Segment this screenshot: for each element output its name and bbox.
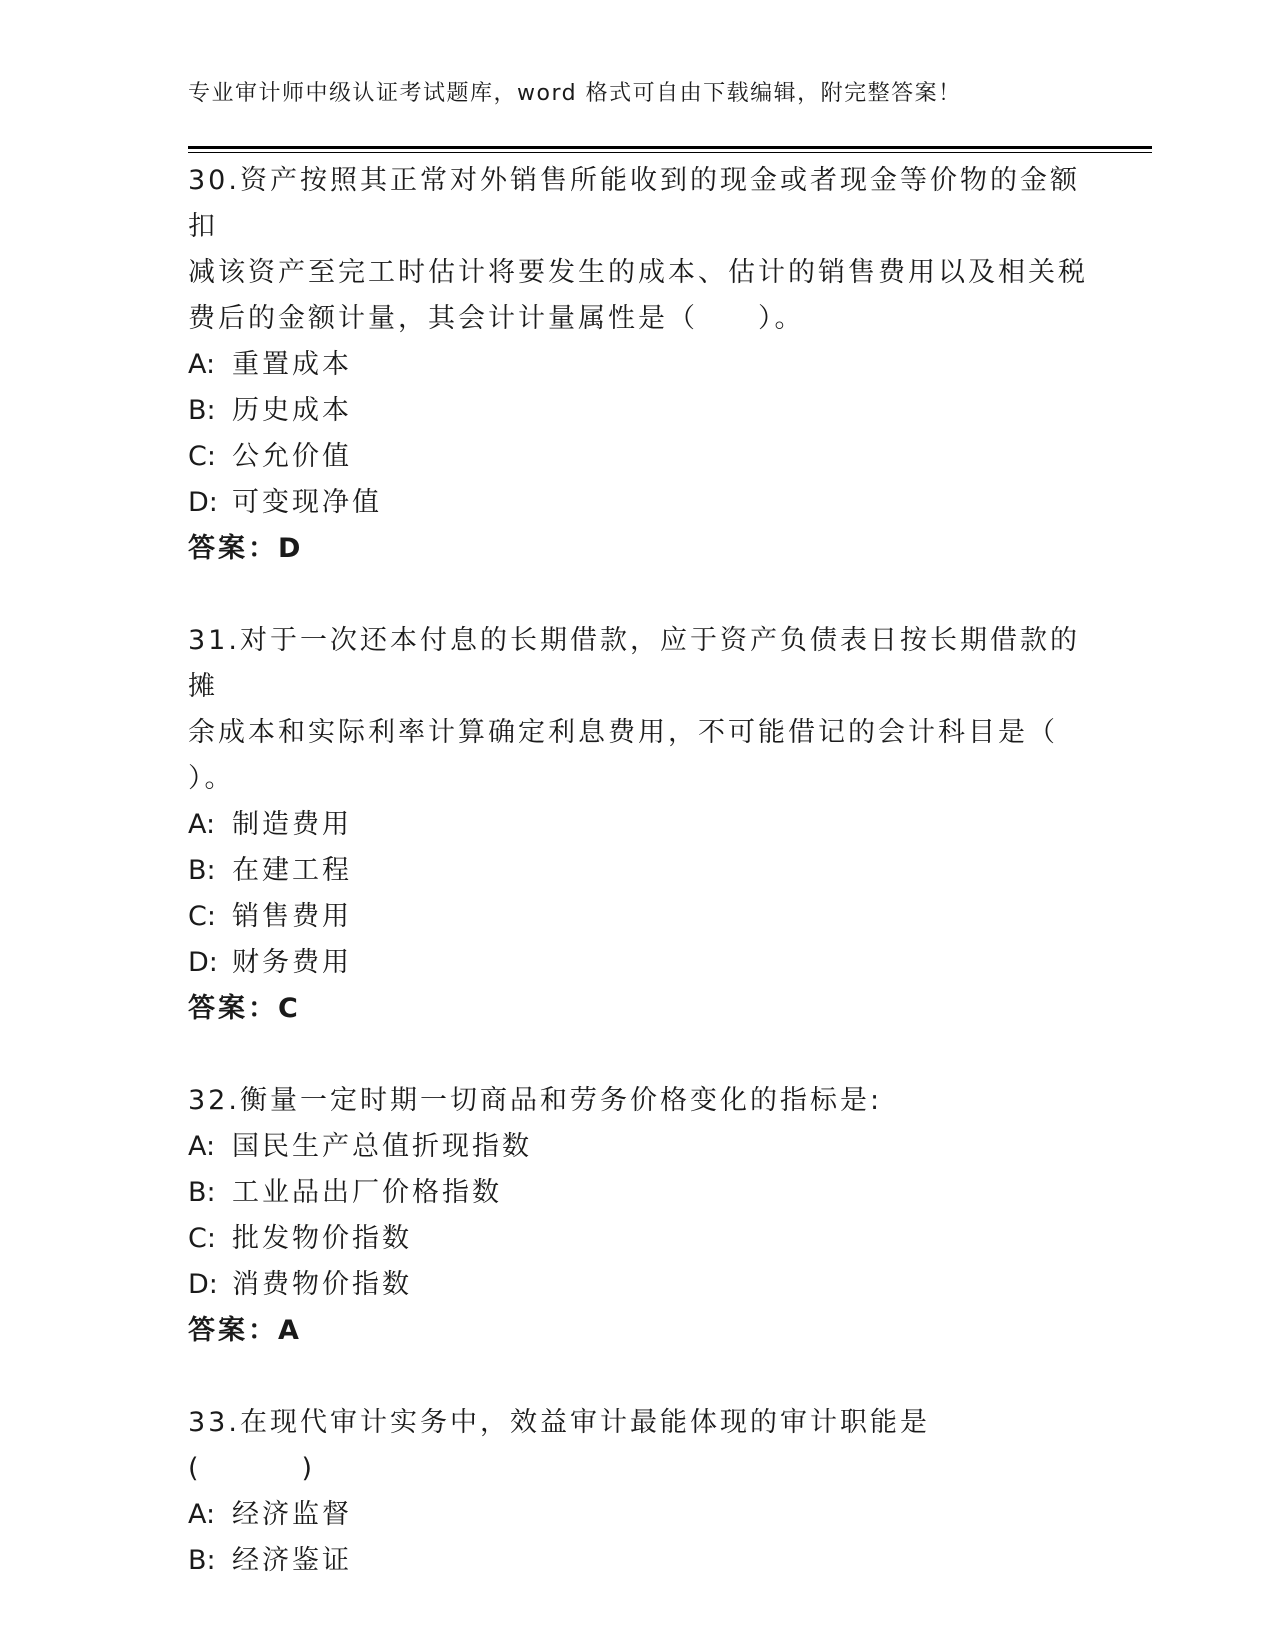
header-rule-thick: [188, 146, 1152, 149]
option-letter: D:: [188, 1269, 218, 1300]
option-letter: A:: [188, 809, 216, 840]
option-c: [188, 1216, 1088, 1262]
page-header: 专业审计师中级认证考试题库，word 格式可自由下载编辑，附完整答案！: [188, 81, 962, 106]
option-letter: B:: [188, 395, 216, 426]
option-text: 制造费用: [232, 809, 352, 840]
question-text-line: 33.在现代审计实务中，效益审计最能体现的审计职能是: [188, 1407, 930, 1438]
option-letter: C:: [188, 901, 216, 932]
question-text-line: 费后的金额计量，其会计计量属性是（ ）。: [188, 303, 805, 334]
option-text: 消费物价指数: [232, 1269, 412, 1300]
option-letter: D:: [188, 487, 218, 518]
question-text-line: ( ): [188, 1453, 313, 1484]
option-d: [188, 1262, 1088, 1308]
option-text: 经济鉴证: [232, 1545, 352, 1576]
option-text: 历史成本: [232, 395, 352, 426]
question-text-line: 余成本和实际利率计算确定利息费用，不可能借记的会计科目是（: [188, 717, 1058, 748]
question-text-line: 30.资产按照其正常对外销售所能收到的现金或者现金等价物的金额扣: [188, 165, 1080, 242]
question-text-line: 32.衡量一定时期一切商品和劳务价格变化的指标是:: [188, 1085, 883, 1116]
option-letter: C:: [188, 441, 216, 472]
question-30: [188, 158, 1088, 572]
option-letter: C:: [188, 1223, 216, 1254]
option-letter: A:: [188, 1499, 216, 1530]
header-rule-thin: [188, 152, 1152, 153]
question-text-line: ）。: [188, 763, 235, 794]
option-text: 经济监督: [232, 1499, 352, 1530]
option-text: 重置成本: [232, 349, 352, 380]
option-text: 批发物价指数: [232, 1223, 412, 1254]
option-a: [188, 1492, 1088, 1538]
question-33: [188, 1400, 1088, 1584]
option-text: 公允价值: [232, 441, 352, 472]
option-b: [188, 388, 1088, 434]
option-d: [188, 940, 1088, 986]
question-32: [188, 1078, 1088, 1354]
option-d: [188, 480, 1088, 526]
question-text-line: 减该资产至完工时估计将要发生的成本、估计的销售费用以及相关税: [188, 257, 1088, 288]
option-text: 国民生产总值折现指数: [232, 1131, 532, 1162]
question-31: [188, 618, 1088, 1032]
option-letter: D:: [188, 947, 218, 978]
option-text: 销售费用: [232, 901, 352, 932]
option-letter: A:: [188, 349, 216, 380]
answer: 答案：D: [188, 533, 304, 564]
option-c: [188, 894, 1088, 940]
option-letter: B:: [188, 1177, 216, 1208]
answer: 答案：A: [188, 1315, 302, 1346]
option-letter: B:: [188, 1545, 216, 1576]
option-b: [188, 1170, 1088, 1216]
option-b: [188, 848, 1088, 894]
answer: 答案：C: [188, 993, 301, 1024]
option-letter: B:: [188, 855, 216, 886]
option-text: 工业品出厂价格指数: [232, 1177, 502, 1208]
option-text: 财务费用: [232, 947, 352, 978]
option-a: [188, 342, 1088, 388]
question-list: [188, 158, 1088, 1630]
option-a: [188, 802, 1088, 848]
option-letter: A:: [188, 1131, 216, 1162]
option-text: 可变现净值: [232, 487, 382, 518]
option-text: 在建工程: [232, 855, 352, 886]
option-c: [188, 434, 1088, 480]
question-text-line: 31.对于一次还本付息的长期借款，应于资产负债表日按长期借款的摊: [188, 625, 1080, 702]
option-b: [188, 1538, 1088, 1584]
option-a: [188, 1124, 1088, 1170]
